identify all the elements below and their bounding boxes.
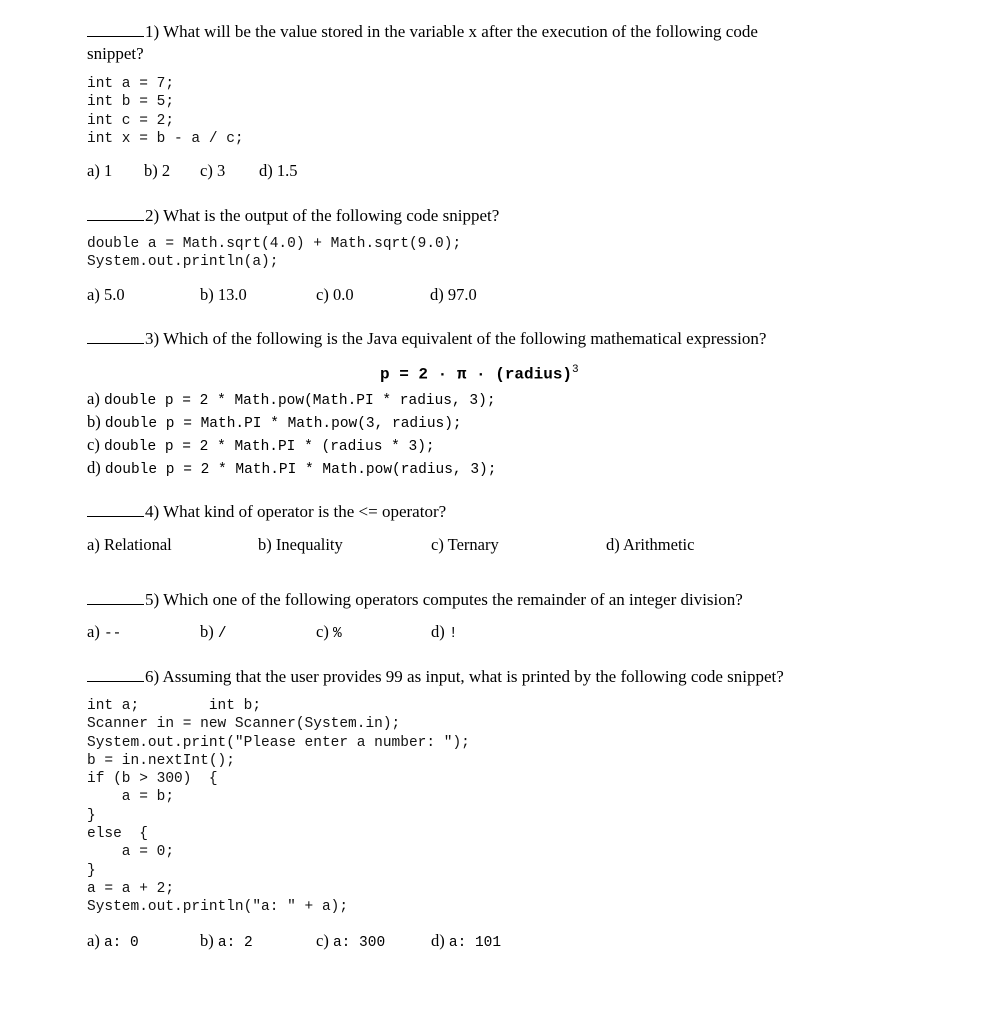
q5-option-d	[431, 622, 458, 642]
option-letter: c)	[87, 435, 100, 454]
formula-text: p = 2 · π · (radius)	[380, 365, 573, 384]
question-4-prompt: 4) What kind of operator is the <= operator?	[145, 502, 447, 521]
option-letter: a)	[87, 931, 100, 950]
option-letter: a)	[87, 389, 100, 408]
q3-option-a	[87, 389, 496, 409]
question-2-prompt: 2) What is the output of the following code snippet?	[145, 206, 500, 225]
option-code: /	[217, 626, 227, 642]
code-line: System.out.println(a);	[87, 254, 279, 271]
answer-blank[interactable]	[87, 21, 144, 37]
question-5-text	[87, 589, 947, 611]
option-code: double p = Math.PI * Math.pow(3, radius);	[104, 416, 462, 432]
q3-option-c	[87, 435, 435, 455]
code-line: int a; int b;	[87, 698, 262, 714]
math-expression	[380, 364, 579, 383]
code-line: double a = Math.sqrt(4.0) + Math.sqrt(9.0);	[87, 236, 462, 252]
code-line: int b = 5;	[87, 94, 175, 111]
q3-option-d	[87, 458, 496, 478]
q1-option-d: d) 1.5	[259, 161, 298, 180]
answer-blank[interactable]	[87, 666, 144, 682]
answer-blank[interactable]	[87, 501, 144, 517]
question-1-prompt: 1) What will be the value stored in the variable x after the execution of the following code	[145, 22, 758, 41]
q2-option-b: b) 13.0	[200, 285, 247, 304]
code-line: a = 0;	[87, 844, 175, 861]
q5-option-c	[316, 622, 342, 642]
option-code: %	[332, 626, 342, 642]
q4-option-d: d) Arithmetic	[606, 535, 695, 554]
code-line: System.out.print("Please enter a number: ");	[87, 734, 470, 751]
answer-blank[interactable]	[87, 205, 144, 221]
q6-option-a	[87, 931, 139, 951]
q2-option-c: c) 0.0	[316, 285, 354, 304]
q4-option-b: b) Inequality	[258, 535, 343, 554]
question-4-text	[87, 501, 947, 523]
formula-exponent: 3	[572, 364, 579, 376]
question-1-text	[87, 21, 947, 43]
question-3-text	[87, 328, 947, 350]
option-code: --	[103, 626, 122, 642]
code-line: a = a + 2;	[87, 880, 175, 897]
code-line: if (b > 300) {	[87, 771, 218, 788]
option-letter: d)	[431, 622, 445, 641]
question-6-text	[87, 666, 947, 688]
option-letter: c)	[316, 931, 329, 950]
code-line: int c = 2;	[87, 112, 175, 129]
q1-option-c: c) 3	[200, 161, 226, 180]
q1-option-b: b) 2	[144, 161, 171, 180]
option-code: a: 0	[103, 935, 139, 951]
option-letter: b)	[87, 412, 101, 431]
q2-option-d: d) 97.0	[430, 285, 477, 304]
answer-blank[interactable]	[87, 589, 144, 605]
code-line: int a = 7;	[87, 76, 175, 92]
question-6-code	[87, 697, 470, 917]
q6-option-c	[316, 931, 385, 951]
option-letter: c)	[316, 622, 329, 641]
code-line: }	[87, 862, 96, 879]
code-line: a = b;	[87, 789, 175, 806]
option-letter: d)	[87, 458, 101, 477]
question-3-prompt: 3) Which of the following is the Java equivalent of the following mathematical expression?	[145, 329, 767, 348]
q4-option-c: c) Ternary	[431, 535, 499, 554]
question-1-code	[87, 75, 244, 148]
q3-option-b	[87, 412, 462, 432]
code-line: System.out.println("a: " + a);	[87, 899, 349, 916]
question-6-prompt: 6) Assuming that the user provides 99 as input, what is printed by the following code snippet?	[145, 667, 784, 686]
q6-option-d	[431, 931, 501, 951]
q2-option-a: a) 5.0	[87, 285, 125, 304]
question-2-code	[87, 235, 461, 272]
q5-option-b	[200, 622, 227, 642]
q1-option-a: a) 1	[87, 161, 113, 180]
question-1-text-continued: snippet?	[87, 44, 144, 63]
code-line: else {	[87, 826, 148, 843]
question-2-text	[87, 205, 947, 227]
code-line: Scanner in = new Scanner(System.in);	[87, 716, 401, 733]
option-code: double p = 2 * Math.pow(Math.PI * radius, 3);	[103, 393, 496, 409]
q6-option-b	[200, 931, 253, 951]
answer-blank[interactable]	[87, 328, 144, 344]
code-line: b = in.nextInt();	[87, 752, 235, 769]
option-letter: d)	[431, 931, 445, 950]
option-code: a: 300	[332, 935, 386, 951]
code-line: int x = b - a / c;	[87, 130, 244, 147]
option-letter: b)	[200, 931, 214, 950]
q4-option-a: a) Relational	[87, 535, 172, 554]
option-code: double p = 2 * Math.PI * (radius * 3);	[103, 439, 435, 455]
option-letter: b)	[200, 622, 214, 641]
code-line: }	[87, 807, 96, 824]
option-letter: a)	[87, 622, 100, 641]
q5-option-a	[87, 622, 121, 642]
option-code: a: 2	[217, 935, 253, 951]
option-code: !	[448, 626, 458, 642]
question-5-prompt: 5) Which one of the following operators computes the remainder of an integer division?	[145, 590, 743, 609]
option-code: double p = 2 * Math.PI * Math.pow(radius, 3);	[104, 462, 497, 478]
option-code: a: 101	[448, 935, 502, 951]
